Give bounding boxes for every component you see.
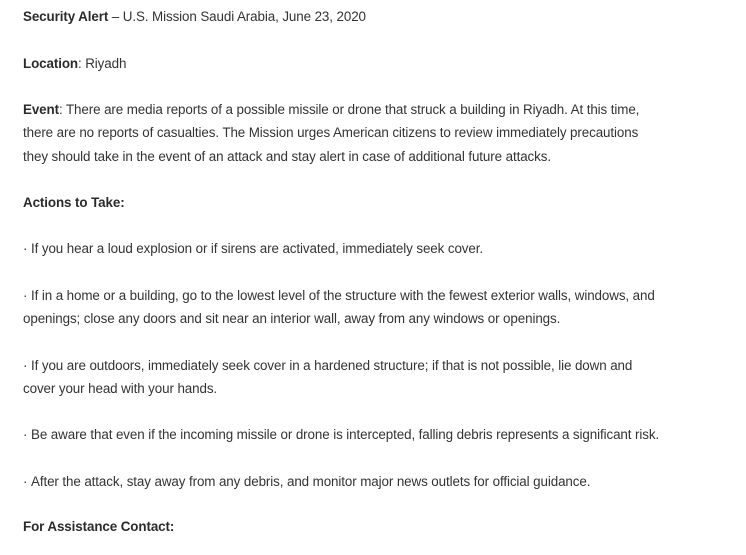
action-item-5-text: After the attack, stay away from any debris, and monitor major news outlets for official guidance. <box>31 474 591 489</box>
location-line <box>23 55 126 72</box>
bullet-icon: · <box>23 288 28 303</box>
event-line-1 <box>23 101 639 118</box>
action-item-3 <box>23 357 632 374</box>
alert-title-line <box>23 8 366 25</box>
event-text-1: : There are media reports of a possible missile or drone that struck a building in Riyadh. At this time, <box>58 102 640 117</box>
action-item-2 <box>23 287 655 304</box>
location-value: : Riyadh <box>78 56 127 71</box>
alert-title-label: Security Alert <box>23 9 109 24</box>
event-line-3 <box>23 148 551 165</box>
bullet-icon: · <box>23 427 28 442</box>
event-text-3: they should take in the event of an attack and stay alert in case of additional future attacks. <box>23 149 551 164</box>
action-item-1-text: If you hear a loud explosion or if sirens are activated, immediately seek cover. <box>31 241 483 256</box>
action-item-5 <box>23 473 590 490</box>
action-item-3-text-1: If you are outdoors, immediately seek cover in a hardened structure; if that is not possible, lie down and <box>31 358 633 373</box>
assistance-heading: For Assistance Contact: <box>23 519 175 534</box>
action-item-4-text: Be aware that even if the incoming missile or drone is intercepted, falling debris represents a significant risk. <box>31 427 660 442</box>
actions-heading: Actions to Take: <box>23 195 125 210</box>
action-item-2-text-1: If in a home or a building, go to the lowest level of the structure with the fewest exterior walls, windows, and <box>31 288 655 303</box>
action-item-2-cont <box>23 310 560 327</box>
bullet-icon: · <box>23 358 28 373</box>
action-item-2-text-2: openings; close any doors and sit near an interior wall, away from any windows or openings. <box>23 311 561 326</box>
action-item-3-cont <box>23 380 217 397</box>
action-item-3-text-2: cover your head with your hands. <box>23 381 218 396</box>
event-line-2 <box>23 124 638 141</box>
event-text-2: there are no reports of casualties. The Mission urges American citizens to review immediately precautions <box>23 125 639 140</box>
action-item-1 <box>23 240 483 257</box>
event-label: Event <box>23 102 59 117</box>
location-label: Location <box>23 56 78 71</box>
action-item-4 <box>23 426 659 443</box>
bullet-icon: · <box>23 474 28 489</box>
bullet-icon: · <box>23 241 28 256</box>
alert-title-text: – U.S. Mission Saudi Arabia, June 23, 2020 <box>108 9 366 24</box>
